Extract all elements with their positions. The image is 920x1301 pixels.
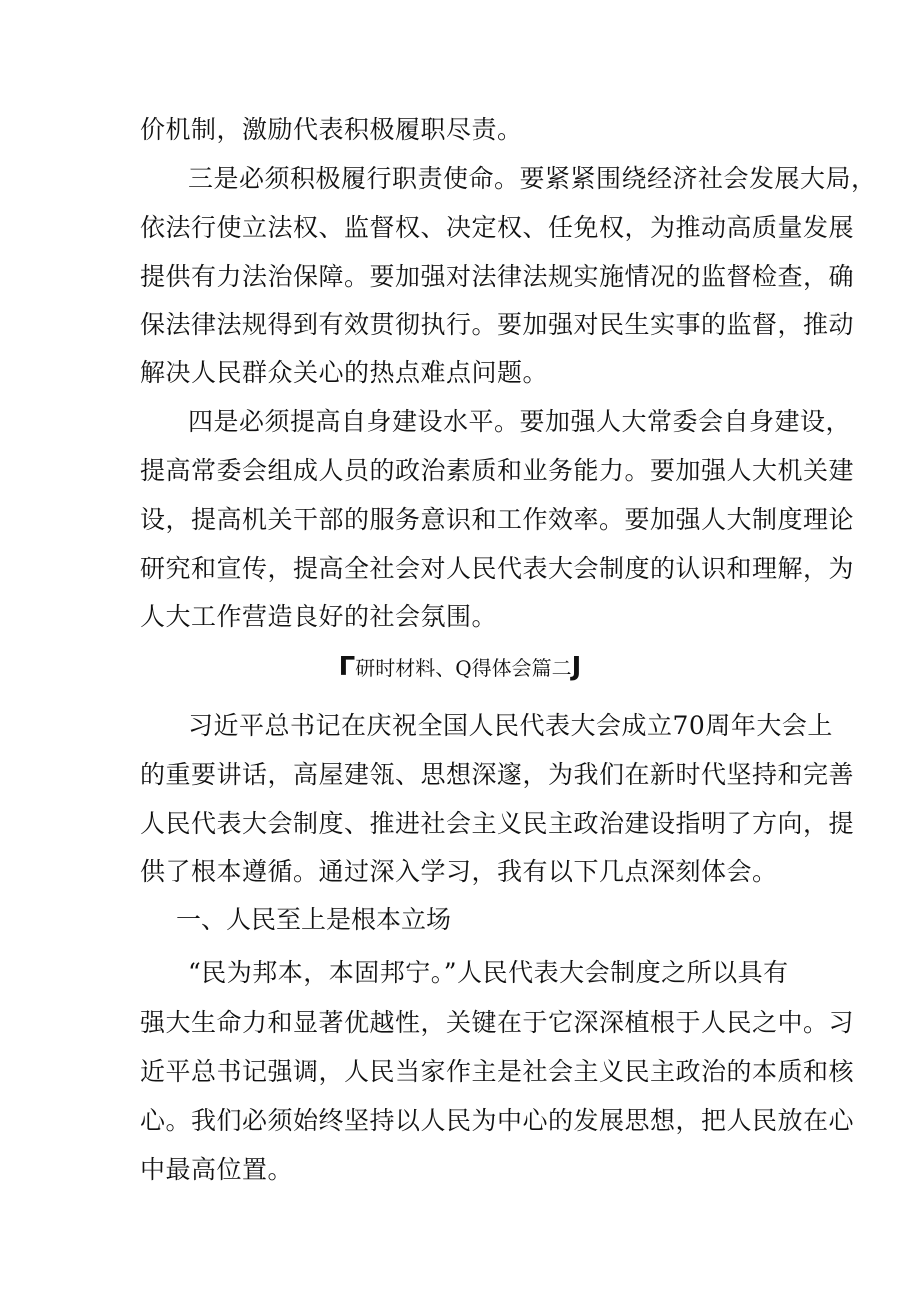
paragraph-line: 三是必须积极履行职责使命。要紧紧围绕经济社会发展大局， [188, 164, 877, 193]
paragraph-line: 近平总书记强调，人民当家作主是社会主义民主政治的本质和核 [140, 1057, 855, 1086]
paragraph-line: 供了根本遵循。通过深入学习，我有以下几点深刻体会。 [140, 857, 778, 886]
paragraph-line: 的重要讲话，高屋建瓴、思想深邃，为我们在新时代坚持和完善 [140, 760, 855, 789]
paragraph-line: 设，提高机关干部的服务意识和工作效率。要加强人大制度理论 [140, 505, 855, 534]
paragraph-line: 提供有力法治保障。要加强对法律法规实施情况的监督检查，确 [140, 262, 855, 291]
subheading-open-bracket: Γ [338, 652, 356, 682]
paragraph-line: 人大工作营造良好的社会氛围。 [140, 602, 498, 631]
subheading-text: 研时材料、Q得体会篇二 [355, 656, 572, 680]
subheading-close-bracket: J [571, 652, 582, 682]
paragraph-line: 心。我们必须始终坚持以人民为中心的发展思想，把人民放在心 [140, 1106, 855, 1135]
paragraph-line: 研究和宣传，提高全社会对人民代表大会制度的认识和理解，为 [140, 554, 855, 583]
paragraph-line: 强大生命力和显著优越性，关键在于它深深植根于人民之中。习 [140, 1008, 855, 1037]
paragraph-line: 保法律法规得到有效贯彻执行。要加强对民生实事的监督，推动 [140, 310, 855, 339]
section-heading: 一、人民至上是根本立场 [176, 905, 452, 934]
paragraph-line: 四是必须提高自身建设水平。要加强人大常委会自身建设， [188, 407, 852, 436]
paragraph-line: 人民代表大会制度、推进社会主义民主政治建设指明了方向，提 [140, 809, 855, 838]
paragraph-line: 中最高位置。 [140, 1155, 294, 1184]
paragraph-line: 解决人民群众关心的热点难点问题。 [140, 358, 549, 387]
paragraph-line: 习近平总书记在庆祝全国人民代表大会成立70周年大会上 [188, 711, 833, 740]
section-subheading [0, 652, 920, 683]
paragraph-line: 价机制，激励代表积极履职尽责。 [140, 115, 523, 144]
paragraph-line: 提高常委会组成人员的政治素质和业务能力。要加强人大机关建 [140, 456, 855, 485]
paragraph-line: “民为邦本，本固邦宁。”人民代表大会制度之所以具有 [188, 958, 789, 987]
paragraph-line: 依法行使立法权、监督权、决定权、任免权，为推动高质量发展 [140, 213, 855, 242]
